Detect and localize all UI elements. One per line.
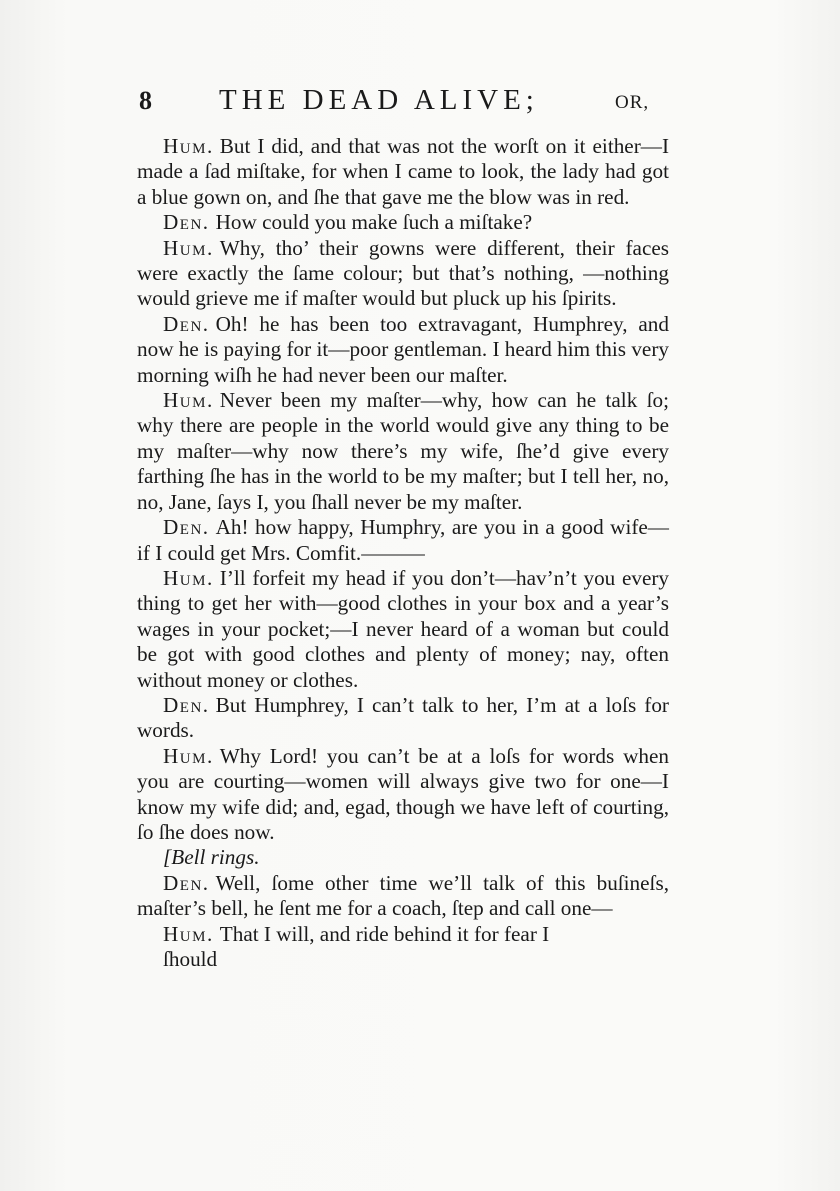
dialogue-text xyxy=(137,134,669,972)
running-title-or: OR, xyxy=(615,92,650,113)
speech xyxy=(137,515,669,566)
speech-text: Oh! he has been too extravagant, Humphrey, and now he is paying for it—poor gentleman. I heard him this very morning wiſh he had never been our maſter. xyxy=(137,311,669,387)
page-number: 8 xyxy=(139,86,152,115)
running-header xyxy=(139,84,699,124)
speaker: Den. xyxy=(163,515,210,540)
speech-text: How could you make ſuch a miſtake? xyxy=(215,210,533,235)
speaker: Hum. xyxy=(163,743,214,768)
speaker: Hum. xyxy=(163,388,214,413)
speech xyxy=(137,744,669,846)
speech xyxy=(137,236,669,312)
catchword: ſhould xyxy=(163,947,218,971)
speech xyxy=(137,693,669,744)
speech xyxy=(137,312,669,388)
speaker: Den. xyxy=(163,210,210,235)
speaker: Hum. xyxy=(163,565,214,590)
speaker: Den. xyxy=(163,692,210,717)
speech-text: But Humphrey, I can’t talk to her, I’m at a loſs for words. xyxy=(137,692,669,743)
speech xyxy=(137,210,669,235)
speaker: Den. xyxy=(163,311,210,336)
speaker: Hum. xyxy=(163,134,214,158)
speech-text: Why, tho’ their gowns were different, their faces were exactly the ſame colour; but that’s nothing, —nothing would grieve me if maſter would but pluck up his ſpirits. xyxy=(137,235,669,311)
speech xyxy=(137,566,669,693)
speech-text: That I will, and ride behind it for fear I xyxy=(219,921,550,946)
speech-text: Never been my maſter—why, how can he talk ſo; why there are people in the world would give any thing to be my maſter—why now there’s my wife, ſhe’d give every farthing ſhe has in the world to be my maſter; but I tell her, no, no, Jane, ſays I, you ſhall never be my maſter. xyxy=(137,388,669,514)
speech-text: Ah! how happy, Humphry, are you in a good wife—if I could get Mrs. Comfit.——— xyxy=(137,515,669,565)
speaker: Hum. xyxy=(163,921,214,946)
stage-direction: [Bell rings. xyxy=(163,845,260,870)
speech-text: Why Lord! you can’t be at a loſs for words when you are courting—women will always give two for one—I know my wife did; and, egad, though we have left of courting, ſo ſhe does now. xyxy=(137,743,669,844)
speech xyxy=(137,922,669,947)
running-title: THE DEAD ALIVE; xyxy=(219,84,539,116)
speaker: Hum. xyxy=(163,235,214,260)
speech xyxy=(137,134,669,210)
speech-text: Well, ſome other time we’ll talk of this buſineſs, maſter’s bell, he ſent me for a coach, ſtep and call one— xyxy=(137,870,669,921)
speech-text: I’ll forfeit my head if you don’t—hav’n’t you every thing to get her with—good clothes in your box and a year’s wages in your pocket;—I never heard of a woman but could be got with good clothes and plenty of money; nay, often without money or clothes. xyxy=(137,565,669,692)
speech xyxy=(137,388,669,515)
speech xyxy=(137,871,669,922)
speech-text: But I did, and that was not the worſt on it either—I made a ſad miſtake, for when I came to look, the lady had got a blue gown on, and ſhe that gave me the blow was in red. xyxy=(137,134,669,209)
speaker: Den. xyxy=(163,870,210,895)
